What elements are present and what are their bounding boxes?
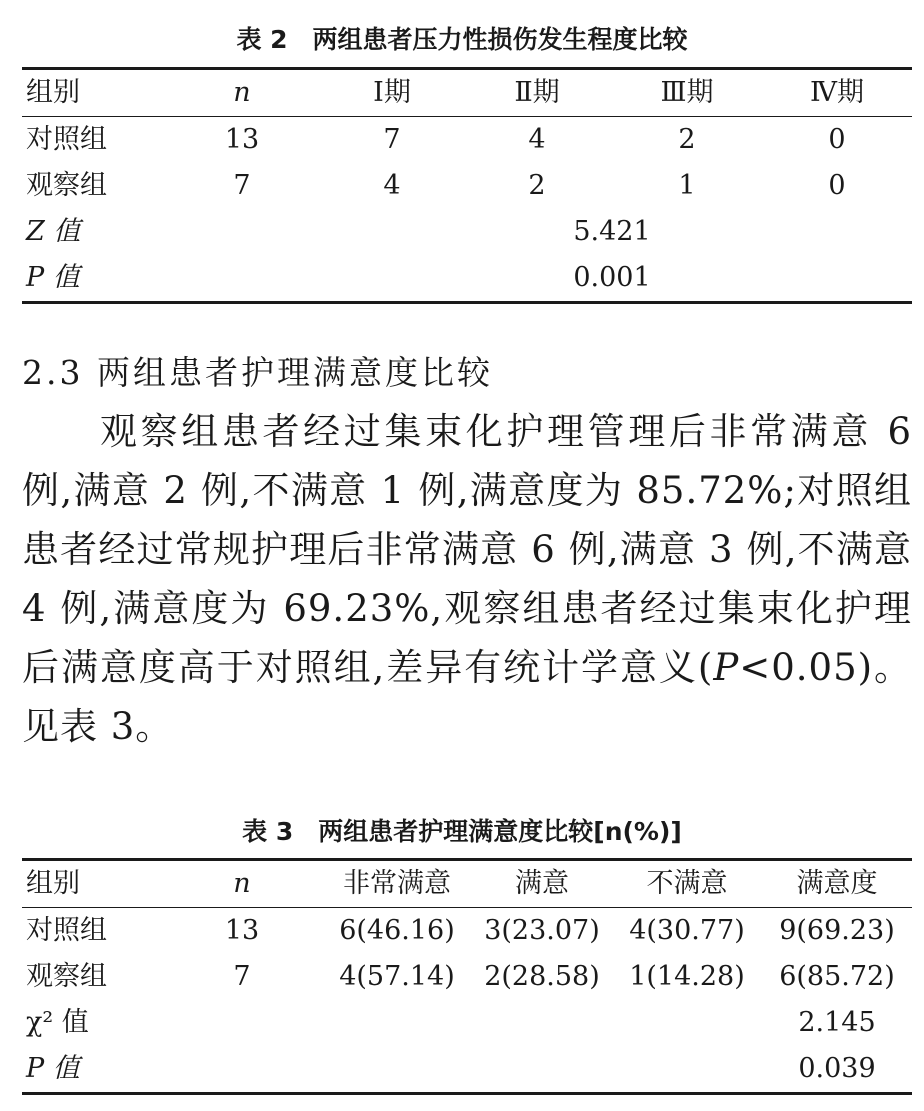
table2-header-n: n bbox=[162, 69, 322, 117]
table2 bbox=[22, 67, 912, 304]
table3-p-value: 0.039 bbox=[762, 1046, 912, 1094]
table-row bbox=[22, 908, 912, 955]
table2-cell: 2 bbox=[528, 170, 546, 201]
table3-header-satisfaction: 满意度 bbox=[762, 860, 912, 908]
table2-cell: 对照组 bbox=[26, 124, 107, 155]
table3-header-group: 组别 bbox=[22, 860, 162, 908]
table2-z-row bbox=[22, 209, 912, 255]
table2-header-stage2: Ⅱ期 bbox=[462, 69, 612, 117]
table2-header-group: 组别 bbox=[22, 69, 162, 117]
table3-header-very-satisfied: 非常满意 bbox=[322, 860, 472, 908]
table3-p-label: P 值 bbox=[22, 1046, 162, 1094]
table-row bbox=[22, 954, 912, 1000]
table3-cell: 6(85.72) bbox=[779, 961, 895, 992]
table3-header-satisfied: 满意 bbox=[472, 860, 612, 908]
table2-cell: 7 bbox=[233, 170, 251, 201]
table2-caption: 表 2 两组患者压力性损伤发生程度比较 bbox=[236, 25, 688, 54]
table2-header-stage3: Ⅲ期 bbox=[612, 69, 762, 117]
table3-cell: 4(30.77) bbox=[629, 915, 745, 946]
table2-p-label: P 值 bbox=[22, 255, 162, 303]
table3-header-dissatisfied: 不满意 bbox=[612, 860, 762, 908]
table2-z-label: Z 值 bbox=[26, 216, 81, 247]
table2-cell: 7 bbox=[383, 124, 401, 155]
table2-p-value: 0.001 bbox=[462, 255, 762, 303]
table3-cell: 3(23.07) bbox=[484, 915, 600, 946]
table3-chi-row bbox=[22, 1000, 912, 1046]
paragraph-text-after: <0.05)。见表 3。 bbox=[22, 646, 912, 748]
table2-cell: 4 bbox=[528, 124, 546, 155]
table3-cell: 1(14.28) bbox=[629, 961, 745, 992]
table2-cell: 13 bbox=[224, 124, 260, 155]
table2-header-stage4: Ⅳ期 bbox=[762, 69, 912, 117]
table2-cell: 4 bbox=[383, 170, 401, 201]
table2-cell: 观察组 bbox=[26, 170, 107, 201]
paragraph-p-symbol: P bbox=[713, 646, 740, 689]
table3-chi-label: χ² 值 bbox=[26, 1007, 89, 1038]
table3-cell: 2(28.58) bbox=[484, 961, 600, 992]
table3-header-row bbox=[22, 860, 912, 908]
table2-z-value: 5.421 bbox=[573, 216, 651, 247]
table2-cell: 1 bbox=[678, 170, 696, 201]
table2-header-row bbox=[22, 69, 912, 117]
table2-header-stage1: Ⅰ期 bbox=[322, 69, 462, 117]
table3-cell: 13 bbox=[224, 915, 260, 946]
table3-cell: 6(46.16) bbox=[339, 915, 455, 946]
table3-header-n: n bbox=[162, 860, 322, 908]
table3-cell: 对照组 bbox=[26, 915, 107, 946]
table-row bbox=[22, 163, 912, 209]
table2-cell: 0 bbox=[828, 170, 846, 201]
table-row bbox=[22, 117, 912, 164]
paragraph-text-before: 观察组患者经过集束化护理管理后非常满意 6 例,满意 2 例,不满意 1 例,满意度为 85.72%;对照组患者经过常规护理后非常满意 6 例,满意 3 例,不满意 4 例,满意度为 69.23%,观察组患者经过集束化护理后满意度高于对照组,差异有统计学意义( bbox=[22, 410, 912, 689]
section-heading: 2.3 两组患者护理满意度比较 bbox=[22, 353, 493, 392]
table2-p-row bbox=[22, 255, 912, 303]
table3-cell: 4(57.14) bbox=[339, 961, 455, 992]
section-paragraph bbox=[22, 402, 912, 756]
table3-chi-value: 2.145 bbox=[798, 1007, 876, 1038]
table3-caption: 表 3 两组患者护理满意度比较[n(%)] bbox=[242, 817, 682, 846]
table2-cell: 2 bbox=[678, 124, 696, 155]
table3-cell: 7 bbox=[233, 961, 251, 992]
table3-p-row bbox=[22, 1046, 912, 1094]
table3 bbox=[22, 858, 912, 1095]
table2-cell: 0 bbox=[828, 124, 846, 155]
table3-cell: 观察组 bbox=[26, 961, 107, 992]
table3-cell: 9(69.23) bbox=[779, 915, 895, 946]
